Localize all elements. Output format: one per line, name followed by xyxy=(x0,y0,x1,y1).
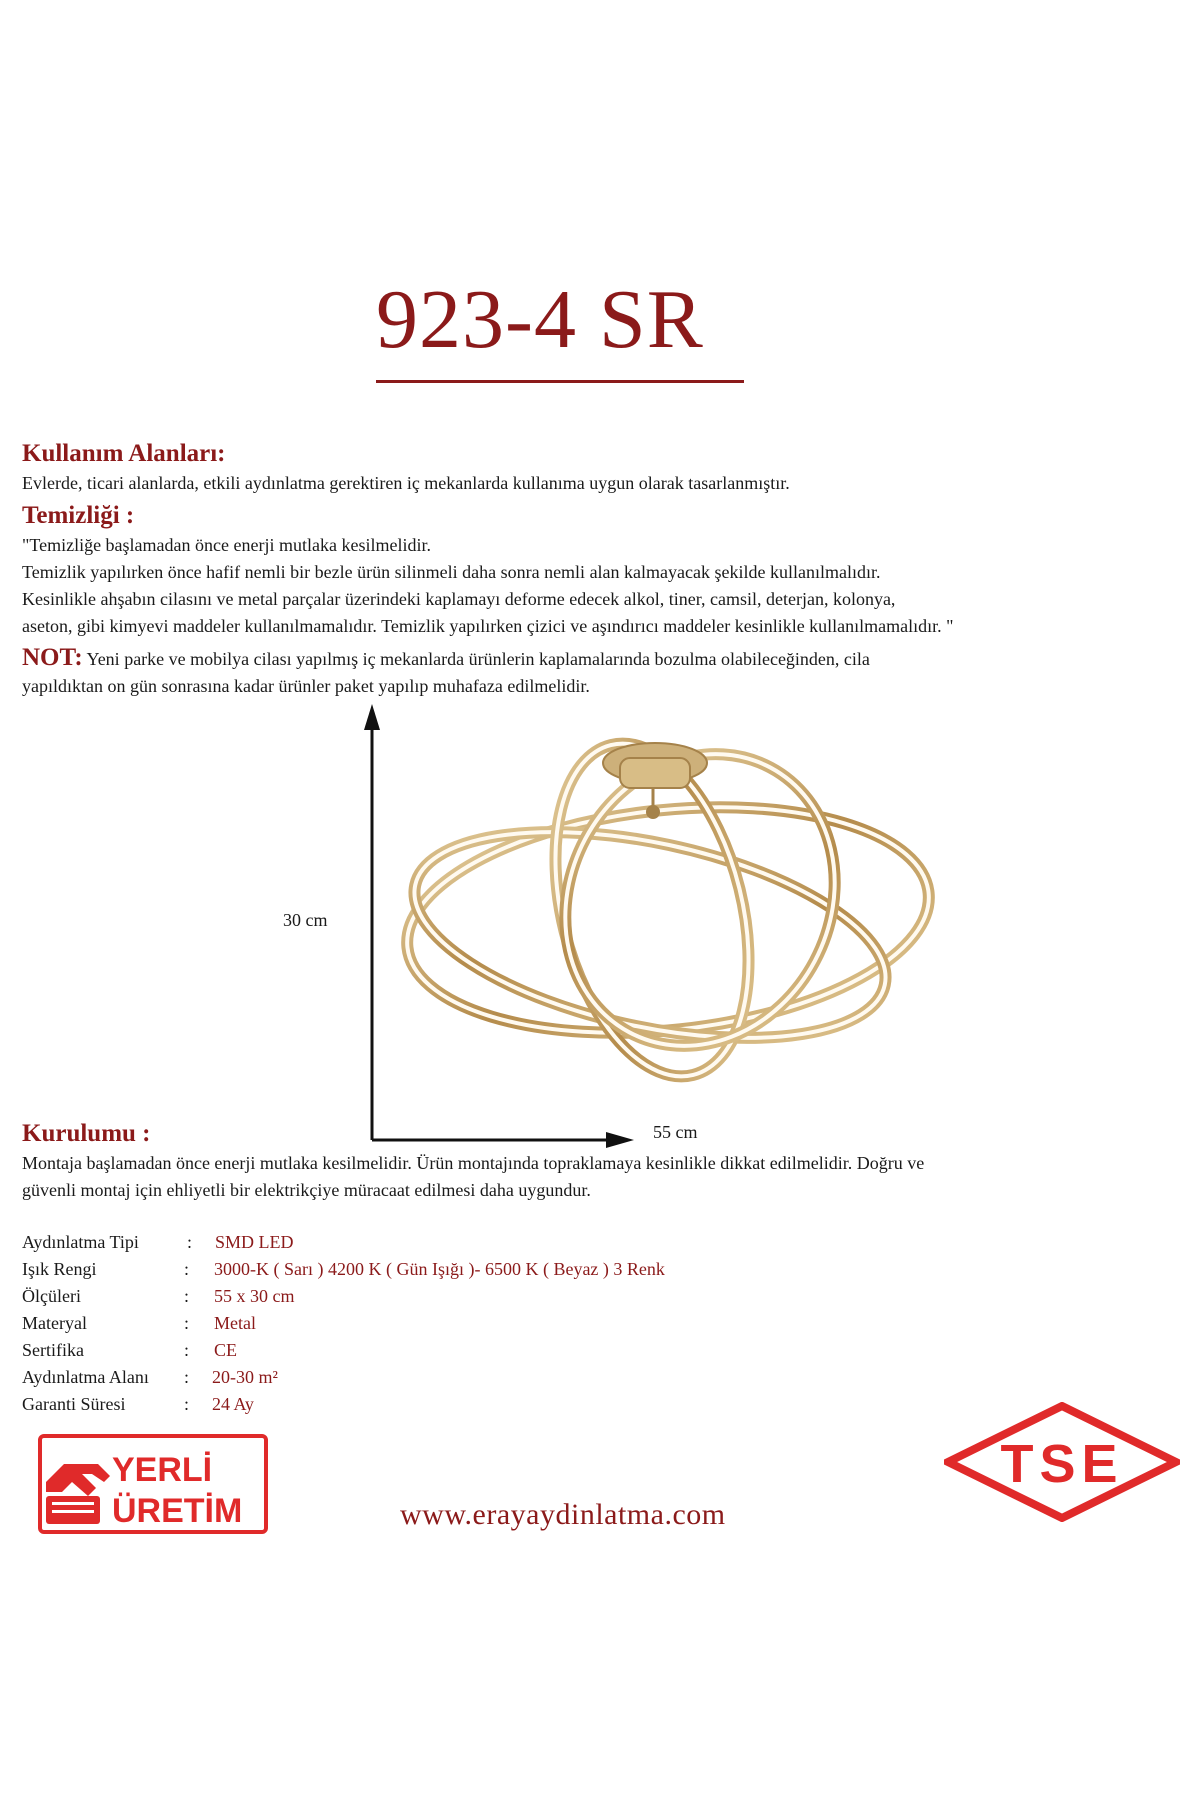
cleaning-line-3: Kesinlikle ahşabın cilasını ve metal parçalar üzerindeki kaplamayı deforme edecek alkol, tiner, camsil, deterjan, kolonya, xyxy=(22,589,896,609)
height-label: 30 cm xyxy=(283,910,328,930)
spec-value: SMD LED xyxy=(215,1232,294,1252)
installation-line-2: güvenli montaj için ehliyetli bir elektrikçiye müracaat edilmesi daha uygundur. xyxy=(22,1180,591,1200)
spec-row xyxy=(22,1313,922,1340)
yerli-text: YERLİ xyxy=(112,1451,213,1489)
spec-label: Aydınlatma Alanı xyxy=(22,1367,149,1387)
spec-label: Garanti Süresi xyxy=(22,1394,126,1414)
spec-value: Metal xyxy=(214,1313,256,1333)
spec-label: Ölçüleri xyxy=(22,1286,81,1306)
spec-row xyxy=(22,1394,922,1421)
spec-value: 55 x 30 cm xyxy=(214,1286,295,1306)
spec-row xyxy=(22,1286,922,1313)
spec-colon: : xyxy=(184,1286,190,1306)
note-line-2: yapıldıktan on gün sonrasına kadar ürünler paket yapılıp muhafaza edilmelidir. xyxy=(22,676,590,696)
product-title: 923-4 SR xyxy=(376,273,704,366)
spec-colon: : xyxy=(184,1313,190,1333)
cleaning-line-1: "Temizliğe başlamadan önce enerji mutlaka kesilmelidir. xyxy=(22,535,431,555)
tse-text: TSE xyxy=(1000,1434,1124,1494)
installation-line-1: Montaja başlamadan önce enerji mutlaka kesilmelidir. Ürün montajında topraklamaya kesinlikle dikkat edilmelidir. Doğru ve xyxy=(22,1153,925,1173)
tse-logo xyxy=(944,1402,1180,1522)
spec-colon: : xyxy=(187,1232,193,1252)
spec-value: 24 Ay xyxy=(212,1394,254,1414)
usage-text: Evlerde, ticari alanlarda, etkili aydınlatma gerektiren iç mekanlarda kullanıma uygun olarak tasarlanmıştır. xyxy=(22,473,790,493)
spec-colon: : xyxy=(184,1340,190,1360)
spec-label: Sertifika xyxy=(22,1340,84,1360)
spec-value: CE xyxy=(214,1340,238,1360)
yerli-uretim-badge xyxy=(38,1434,268,1534)
spec-row xyxy=(22,1367,922,1394)
spec-colon: : xyxy=(184,1367,190,1387)
cleaning-heading: Temizliği : xyxy=(22,502,135,529)
spec-row xyxy=(22,1340,922,1367)
width-label: 55 cm xyxy=(653,1122,698,1142)
spec-value: 20-30 m² xyxy=(212,1367,278,1387)
cleaning-line-4: aseton, gibi kimyevi maddeler kullanılmamalıdır. Temizlik yapılırken çizici ve aşındırıcı maddeler kesinlikle kullanılmamalıdır. " xyxy=(22,616,954,636)
note-text-1: Yeni parke ve mobilya cilası yapılmış iç mekanlarda ürünlerin kaplamalarında bozulma olabileceğinden, cila xyxy=(86,649,870,669)
spec-row xyxy=(22,1232,922,1259)
cleaning-line-2: Temizlik yapılırken önce hafif nemli bir bezle ürün silinmeli daha sonra nemli alan kalmayacak şekilde kullanılmalıdır. xyxy=(22,562,881,582)
spec-row xyxy=(22,1259,922,1286)
spec-colon: : xyxy=(184,1259,190,1279)
website-url: www.erayaydinlatma.com xyxy=(400,1498,726,1531)
spec-value: 3000-K ( Sarı ) 4200 K ( Gün Işığı )- 6500 K ( Beyaz ) 3 Renk xyxy=(214,1259,665,1279)
installation-heading: Kurulumu : xyxy=(22,1120,151,1147)
spec-label: Materyal xyxy=(22,1313,87,1333)
spec-colon: : xyxy=(184,1394,190,1414)
usage-heading: Kullanım Alanları: xyxy=(22,440,226,467)
spec-label: Aydınlatma Tipi xyxy=(22,1232,139,1252)
note-heading: NOT: xyxy=(22,644,83,671)
uretim-text: ÜRETİM xyxy=(112,1492,243,1530)
spec-label: Işık Rengi xyxy=(22,1259,97,1279)
